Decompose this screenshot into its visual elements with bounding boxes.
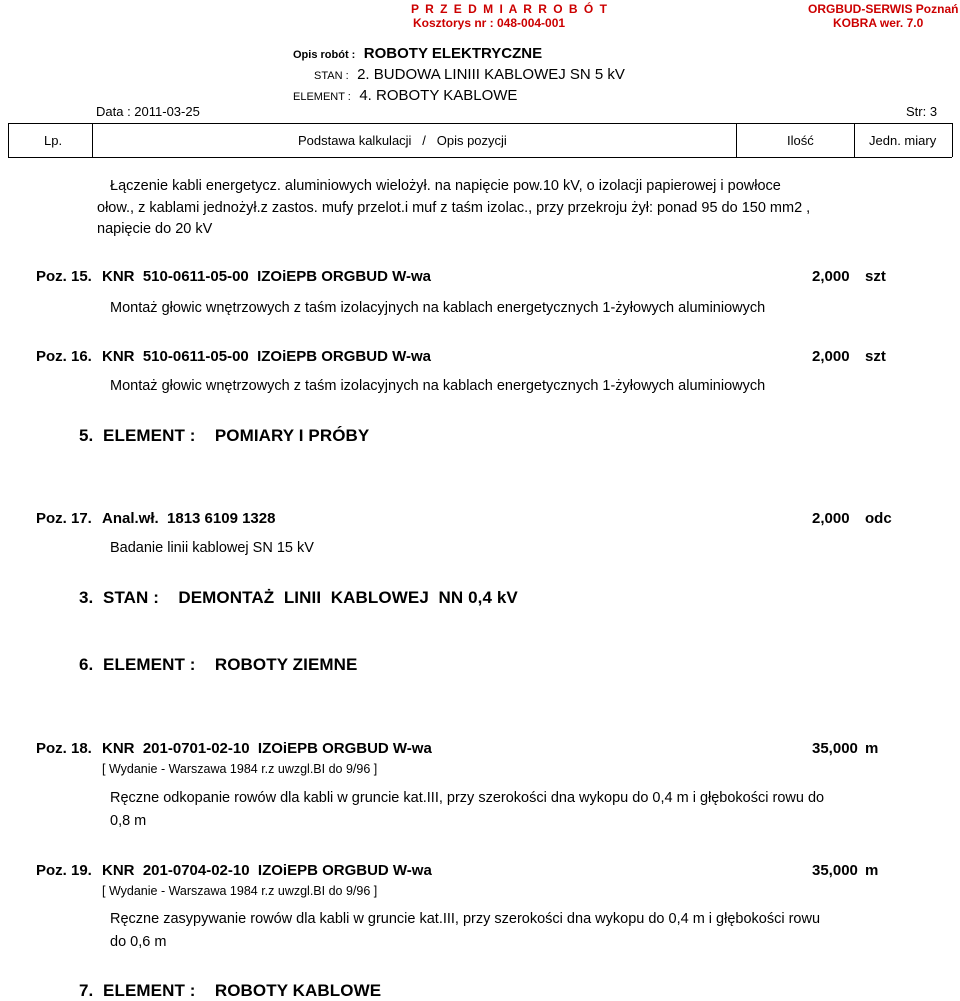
section-heading-element-5: 5. ELEMENT : POMIARY I PRÓBY [79,426,370,445]
position-number: Poz. 18. [36,740,92,757]
stan-label: STAN : [314,70,349,82]
element-value: 4. ROBOTY KABLOWE [359,87,518,104]
position-quantity: 2,000 [812,268,850,285]
section-heading-element-6: 6. ELEMENT : ROBOTY ZIEMNE [79,655,358,674]
position-number: Poz. 19. [36,862,92,879]
position-basis: KNR 510-0611-05-00 IZOiEPB ORGBUD W-wa [102,268,431,285]
position-unit: m [865,740,879,757]
opis-robot-row [293,45,542,63]
position-description: Ręczne zasypywanie rowów dla kabli w gruncie kat.III, przy szerokości dna wykopu do 0,4 m i głębokości rowu [110,911,821,927]
stan-value: 2. BUDOWA LINIII KABLOWEJ SN 5 kV [357,66,625,83]
column-header-ilosc: Ilość [787,133,814,148]
position-quantity: 35,000 [812,862,858,879]
position-description: Badanie linii kablowej SN 15 kV [110,540,314,556]
column-divider [952,123,953,157]
header-top-rule [8,123,952,124]
position-note: [ Wydanie - Warszawa 1984 r.z uwzgl.BI do 9/96 ] [102,884,378,898]
software-version: KOBRA wer. 7.0 [833,16,924,30]
position-basis: Anal.wł. 1813 6109 1328 [102,510,276,527]
column-divider [736,123,737,157]
position-note: [ Wydanie - Warszawa 1984 r.z uwzgl.BI do 9/96 ] [102,762,378,776]
position-description-cont: do 0,6 m [110,934,167,950]
position-unit: szt [865,348,886,365]
stan-row [314,66,625,84]
position-number: Poz. 17. [36,510,92,527]
section-heading-element-7: 7. ELEMENT : ROBOTY KABLOWE [79,981,382,1000]
position-number: Poz. 16. [36,348,92,365]
column-divider [8,123,9,157]
position-description: Montaż głowic wnętrzowych z taśm izolacyjnych na kablach energetycznych 1-żyłowych aluminiowych [110,378,766,394]
column-divider [854,123,855,157]
element-row [293,87,517,105]
position-unit: m [865,862,879,879]
column-header-podstawa: Podstawa kalkulacji / Opis pozycji [298,133,507,148]
position-quantity: 2,000 [812,348,850,365]
position-description-cont: 0,8 m [110,813,147,829]
company-name: ORGBUD-SERWIS Poznań [808,2,959,16]
position-unit: odc [865,510,892,527]
position-number: Poz. 15. [36,268,92,285]
position-description: Montaż głowic wnętrzowych z taśm izolacyjnych na kablach energetycznych 1-żyłowych aluminiowych [110,300,766,316]
column-header-jedn: Jedn. miary [869,133,937,148]
intro-line: Łączenie kabli energetycz. aluminiowych wielożył. na napięcie pow.10 kV, o izolacji papierowej i powłoce [110,178,781,194]
position-quantity: 35,000 [812,740,858,757]
element-label: ELEMENT : [293,91,351,103]
page-number: Str: 3 [906,104,938,119]
position-quantity: 2,000 [812,510,850,527]
position-unit: szt [865,268,886,285]
position-basis: KNR 510-0611-05-00 IZOiEPB ORGBUD W-wa [102,348,431,365]
kosztorys-number: Kosztorys nr : 048-004-001 [413,16,566,30]
position-description: Ręczne odkopanie rowów dla kabli w gruncie kat.III, przy szerokości dna wykopu do 0,4 m i głębokości rowu do [110,790,825,806]
position-basis: KNR 201-0704-02-10 IZOiEPB ORGBUD W-wa [102,862,432,879]
section-heading-stan-3: 3. STAN : DEMONTAŻ LINII KABLOWEJ NN 0,4 kV [79,588,518,607]
opis-robot-value: ROBOTY ELEKTRYCZNE [363,45,543,62]
column-divider [92,123,93,157]
header-bottom-rule [8,157,952,158]
document-date: Data : 2011-03-25 [96,104,200,119]
column-header-lp: Lp. [44,133,63,148]
position-basis: KNR 201-0701-02-10 IZOiEPB ORGBUD W-wa [102,740,432,757]
document-title: P R Z E D M I A R R O B Ó T [411,2,609,16]
opis-robot-label: Opis robót : [293,49,356,61]
intro-line: ołow., z kablami jednożył.z zastos. mufy przelot.i muf z taśm izolac., przy przekroju żył: ponad 95 do 150 mm2 , [97,200,811,216]
intro-line: napięcie do 20 kV [97,221,213,237]
